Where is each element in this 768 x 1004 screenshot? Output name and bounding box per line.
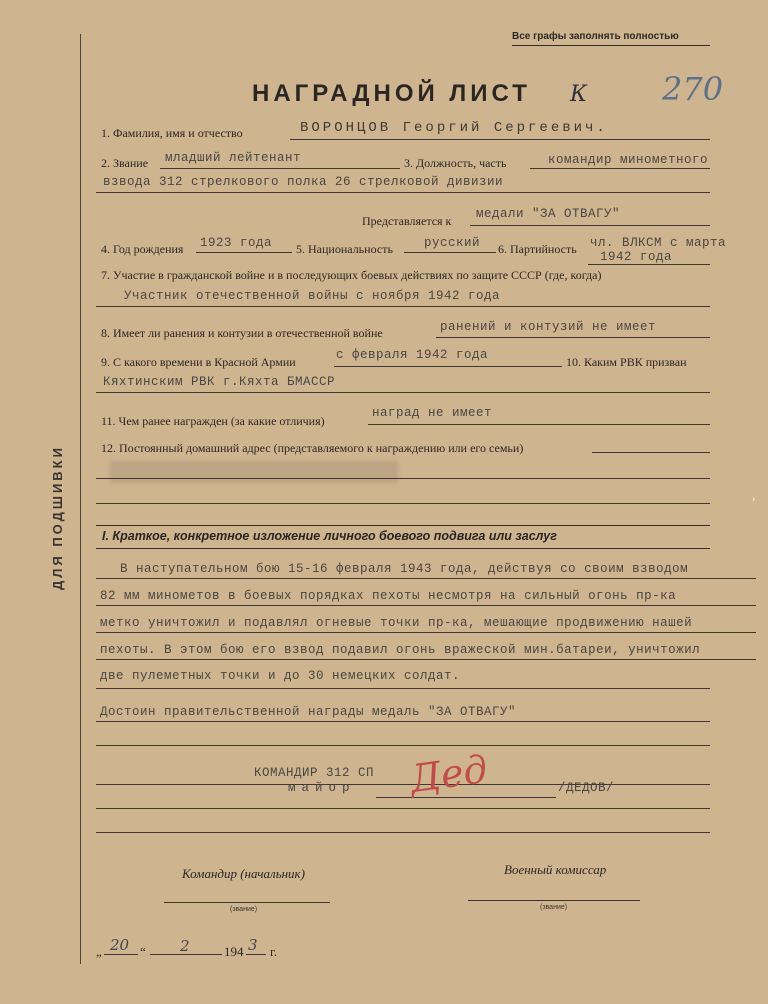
f7-line <box>96 306 710 307</box>
f9-label: 9. С какого времени в Красной Армии <box>101 355 296 369</box>
feat-underline-3 <box>96 632 756 633</box>
f3-line-2 <box>96 192 710 193</box>
f12-line-2 <box>96 478 710 479</box>
feat-underline-9 <box>96 808 710 809</box>
date-day-line <box>104 954 138 955</box>
f8-line <box>436 337 710 338</box>
sheet-number: 270 <box>662 70 724 108</box>
commissar-label: Военный комиссар <box>504 862 607 877</box>
f12-label: 12. Постоянный домашний адрес (представляемого к награждению или его семьи) <box>101 441 524 455</box>
feat-underline-2 <box>96 605 756 606</box>
feat-underline-7 <box>96 745 710 746</box>
feat-underline-1 <box>96 578 756 579</box>
commander-rank-note: (звание) <box>230 906 258 913</box>
feat-line-2: 82 мм минометов в боевых порядках пехоты несмотря на сильный огонь пр-ка <box>100 589 677 603</box>
commissar-sign-line <box>468 900 640 901</box>
f3-value-2: взвода 312 стрелкового полка 26 стрелковой дивизии <box>103 175 504 189</box>
date-g: г. <box>270 944 278 959</box>
feat-line-5: две пулеметных точки и до 30 немецких солдат. <box>100 669 461 683</box>
f11-label: 11. Чем ранее награжден (за какие отличия) <box>101 414 325 428</box>
f7-value: Участник отечественной войны с ноября 1942 года <box>124 289 501 303</box>
f3-label: 3. Должность, часть <box>404 156 507 170</box>
feat-underline-6 <box>96 721 710 722</box>
date-year-suffix: 3 <box>248 936 258 954</box>
date-quote-close: “ <box>140 944 146 959</box>
f10-value: Кяхтинским РВК г.Кяхта БМАССР <box>103 375 336 389</box>
f2-line <box>160 168 400 169</box>
f8-label: 8. Имеет ли ранения и контузии в отечественной войне <box>101 326 383 340</box>
commander-title: КОМАНДИР 312 СП <box>254 766 375 780</box>
f6-value: чл. ВЛКСМ с марта <box>590 236 727 250</box>
feat-underline-8 <box>96 784 710 785</box>
date-year-line <box>246 954 266 955</box>
f10-label: 10. Каким РВК призван <box>566 355 687 369</box>
f5-value: русский <box>424 236 481 250</box>
feat-line-1: В наступательном бою 15-16 февраля 1943 года, действуя со своим взводом <box>120 562 689 576</box>
feat-underline-4 <box>96 659 756 660</box>
f4-label: 4. Год рождения <box>101 242 184 256</box>
commissar-rank-note: (звание) <box>540 904 568 911</box>
commander-label: Командир (начальник) <box>182 866 305 881</box>
f1-line <box>290 139 710 140</box>
f12-line <box>592 452 710 453</box>
f1-label: 1. Фамилия, имя и отчество <box>101 126 243 140</box>
feat-line-4: пехоты. В этом бою его взвод подавил огонь вражеской мин.батареи, уничтожил <box>100 643 701 657</box>
fill-all-note: Все графы заполнять полностью <box>512 31 679 42</box>
feat-underline-10 <box>96 832 710 833</box>
red-signature: Дед <box>407 746 491 802</box>
f8-value: ранений и контузий не имеет <box>440 320 657 334</box>
f6-value-2: 1942 года <box>600 250 673 264</box>
f6-label: 6. Партийность <box>498 242 577 256</box>
signature-line <box>376 797 556 798</box>
binding-margin-line <box>80 34 81 964</box>
f11-line <box>368 424 710 425</box>
binding-label: ДЛЯ ПОДШИВКИ <box>50 445 65 590</box>
title-suffix: К <box>570 82 588 107</box>
next-page-arrow-icon[interactable]: › <box>752 494 756 505</box>
redacted-address <box>110 461 398 483</box>
feat-line-6: Достоин правительственной награды медаль "ЗА ОТВАГУ" <box>100 705 517 719</box>
present-label: Представляется к <box>362 214 452 228</box>
f3-value: командир минометного <box>548 153 709 167</box>
f4-line <box>196 252 292 253</box>
date-month: 2 <box>180 937 190 955</box>
f11-value: наград не имеет <box>372 406 493 420</box>
f5-line <box>404 252 496 253</box>
f9-line <box>334 366 562 367</box>
present-line <box>470 225 710 226</box>
date-quote-open: „ <box>96 944 102 959</box>
f12-line-3 <box>96 503 710 504</box>
present-value: медали "ЗА ОТВАГУ" <box>476 207 621 221</box>
commander-sign-line <box>164 902 330 903</box>
note-underline <box>512 45 710 46</box>
date-year-prefix: 194 <box>224 944 244 959</box>
feat-underline-5 <box>96 688 710 689</box>
date-day: 20 <box>110 936 130 954</box>
f2-value: младший лейтенант <box>165 151 302 165</box>
date-month-line <box>150 954 222 955</box>
commander-name: /ДЕДОВ/ <box>558 781 615 795</box>
section-heading: I. Краткое, конкретное изложение личного боевого подвига или заслуг <box>96 525 710 549</box>
f5-label: 5. Национальность <box>296 242 393 256</box>
f3-line <box>530 168 710 169</box>
f4-value: 1923 года <box>200 236 273 250</box>
f9-value: с февраля 1942 года <box>336 348 489 362</box>
f2-label: 2. Звание <box>101 156 149 170</box>
f1-value: ВОРОНЦОВ Георгий Сергеевич. <box>300 120 608 136</box>
commander-rank: майор <box>288 781 356 795</box>
f7-label: 7. Участие в гражданской войне и в последующих боевых действиях по защите СССР (где, когда) <box>101 268 602 282</box>
page-title: НАГРАДНОЙ ЛИСТ <box>252 80 531 107</box>
f6-line <box>588 264 710 265</box>
f10-line <box>96 392 710 393</box>
feat-line-3: метко уничтожил и подавлял огневые точки пр-ка, мешающие продвижению нашей <box>100 616 693 630</box>
